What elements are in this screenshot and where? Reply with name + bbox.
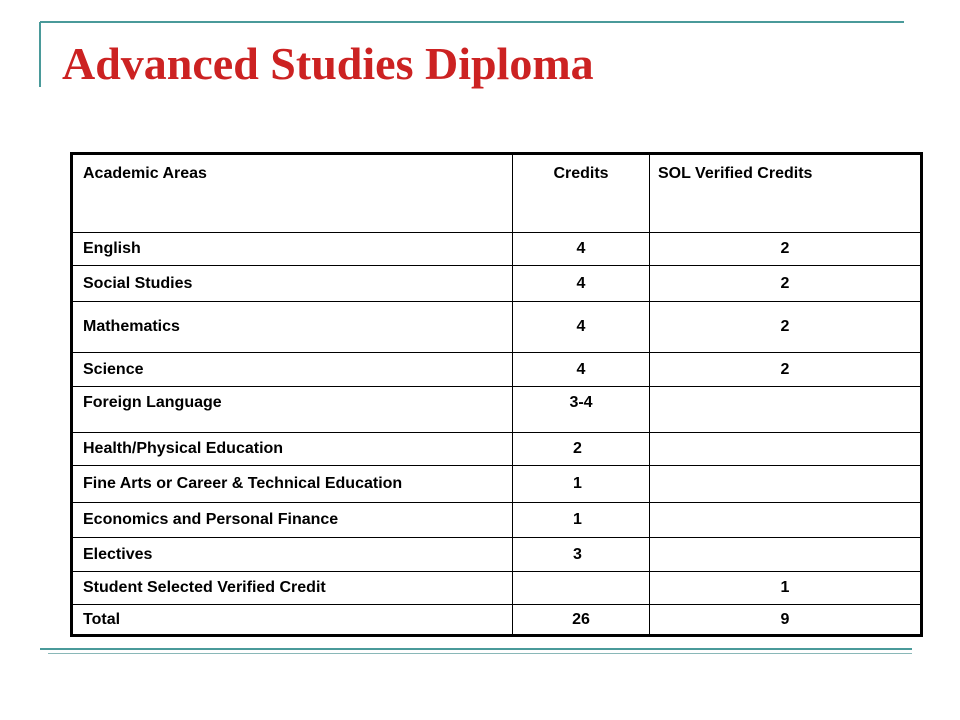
table-row [72,503,922,538]
credits-cell: 4 [513,302,650,353]
table-header-row [72,154,922,233]
table-row [72,302,922,353]
credits-cell [513,572,650,605]
header-sol-verified-credits: SOL Verified Credits [650,154,922,233]
diploma-requirements-table [70,152,923,637]
table-row [72,233,922,266]
top-rule [40,21,904,23]
sol-cell: 1 [650,572,922,605]
area-cell: Total [72,605,513,636]
credits-cell: 3-4 [513,387,650,433]
table-row [72,266,922,302]
area-cell: Foreign Language [72,387,513,433]
table-row [72,433,922,466]
sol-cell: 2 [650,302,922,353]
sol-cell: 2 [650,353,922,387]
credits-cell: 4 [513,266,650,302]
table-row [72,353,922,387]
sol-cell [650,387,922,433]
credits-cell: 1 [513,503,650,538]
header-academic-areas: Academic Areas [72,154,513,233]
credits-cell: 1 [513,466,650,503]
left-rule [39,22,41,87]
area-cell: Fine Arts or Career & Technical Education [72,466,513,503]
sol-cell: 2 [650,266,922,302]
area-cell: Mathematics [72,302,513,353]
bottom-rule [40,648,912,650]
sol-cell [650,433,922,466]
table-row [72,538,922,572]
credits-cell: 26 [513,605,650,636]
table-row [72,572,922,605]
sol-cell [650,538,922,572]
sol-cell [650,503,922,538]
credits-cell: 3 [513,538,650,572]
area-cell: Electives [72,538,513,572]
area-cell: Student Selected Verified Credit [72,572,513,605]
credits-cell: 2 [513,433,650,466]
area-cell: Science [72,353,513,387]
sol-cell: 2 [650,233,922,266]
area-cell: English [72,233,513,266]
area-cell: Health/Physical Education [72,433,513,466]
table-row [72,387,922,433]
sol-cell: 9 [650,605,922,636]
table-row-total [72,605,922,636]
area-cell: Social Studies [72,266,513,302]
slide-title: Advanced Studies Diploma [62,38,594,89]
table-row [72,466,922,503]
bottom-rule-secondary [48,653,912,654]
credits-cell: 4 [513,233,650,266]
area-cell: Economics and Personal Finance [72,503,513,538]
header-credits: Credits [513,154,650,233]
credits-cell: 4 [513,353,650,387]
sol-cell [650,466,922,503]
